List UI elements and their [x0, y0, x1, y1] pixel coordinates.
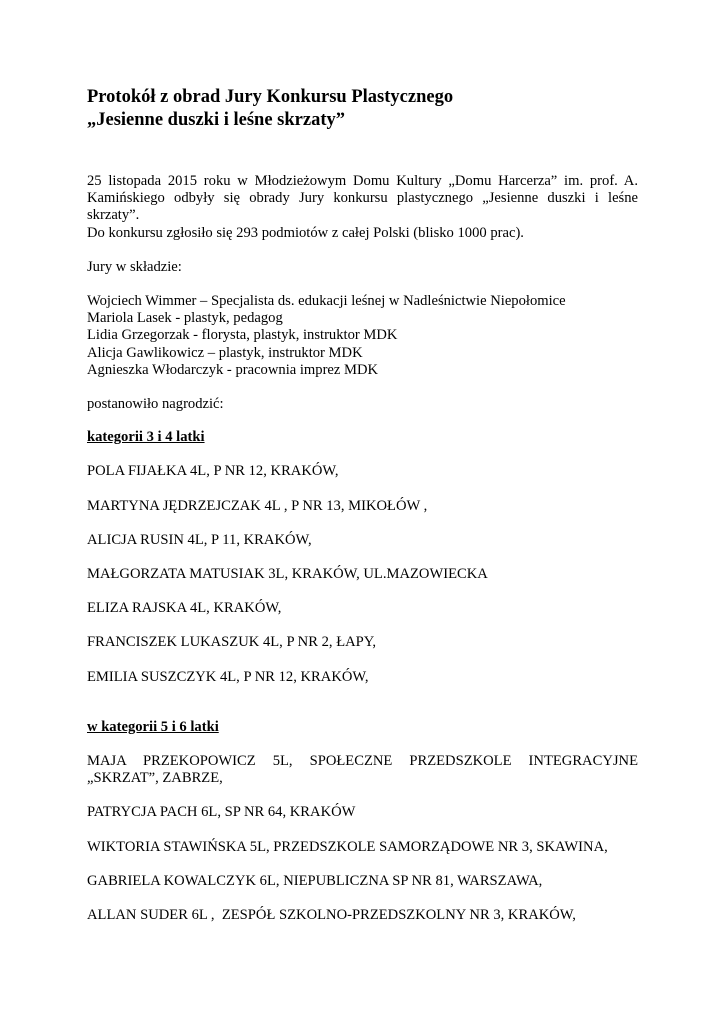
intro-section	[87, 173, 638, 242]
award-entry: MARTYNA JĘDRZEJCZAK 4L , P NR 13, MIKOŁÓW ,	[87, 497, 428, 514]
jury-member: Lidia Grzegorzak - florysta, plastyk, instruktor MDK	[87, 327, 398, 344]
title-line-2: „Jesienne duszki i leśne skrzaty”	[87, 110, 345, 130]
award-entry: MAŁGORZATA MATUSIAK 3L, KRAKÓW, UL.MAZOWIECKA	[87, 566, 488, 583]
award-entry: ALICJA RUSIN 4L, P 11, KRAKÓW,	[87, 531, 312, 548]
award-entry: PATRYCJA PACH 6L, SP NR 64, KRAKÓW	[87, 804, 356, 821]
category-1-list	[87, 463, 638, 685]
decision-text: postanowiło nagrodzić:	[87, 396, 224, 413]
category-1-heading: kategorii 3 i 4 latki	[87, 429, 205, 446]
category-1-section	[87, 429, 638, 686]
jury-member: Alicja Gawlikowicz – plastyk, instruktor MDK	[87, 344, 363, 361]
jury-member: Wojciech Wimmer – Specjalista ds. edukacji leśnej w Nadleśnictwie Niepołomice	[87, 293, 566, 310]
category-2-section	[87, 719, 638, 924]
jury-list	[87, 293, 638, 379]
intro-paragraph: 25 listopada 2015 roku w Młodzieżowym Domu Kultury „Domu Harcerza” im. prof. A. Kamińskiego odbyły się obrady Jury konkursu plastycznego „Jesienne duszki i leśne skrzaty”.	[87, 173, 638, 224]
jury-label: Jury w składzie:	[87, 258, 182, 275]
jury-member: Mariola Lasek - plastyk, pedagog	[87, 310, 283, 327]
award-entry: POLA FIJAŁKA 4L, P NR 12, KRAKÓW,	[87, 463, 339, 480]
award-entry: WIKTORIA STAWIŃSKA 5L, PRZEDSZKOLE SAMORZĄDOWE NR 3, SKAWINA,	[87, 838, 608, 855]
jury-member: Agnieszka Włodarczyk - pracownia imprez MDK	[87, 361, 379, 378]
document-title	[87, 86, 638, 132]
award-entry: EMILIA SUSZCZYK 4L, P NR 12, KRAKÓW,	[87, 668, 369, 685]
title-line-1: Protokół z obrad Jury Konkursu Plastycznego	[87, 87, 454, 107]
document-page	[87, 86, 638, 924]
category-2-list	[87, 753, 638, 924]
award-entry: ALLAN SUDER 6L , ZESPÓŁ SZKOLNO-PRZEDSZKOLNY NR 3, KRAKÓW,	[87, 907, 576, 924]
intro-count: Do konkursu zgłosiło się 293 podmiotów z całej Polski (blisko 1000 prac).	[87, 224, 524, 241]
award-entry: MAJA PRZEKOPOWICZ 5L, SPOŁECZNE PRZEDSZKOLE INTEGRACYJNE „SKRZAT”, ZABRZE,	[87, 753, 638, 787]
award-entry: GABRIELA KOWALCZYK 6L, NIEPUBLICZNA SP NR 81, WARSZAWA,	[87, 872, 543, 889]
category-2-heading: w kategorii 5 i 6 latki	[87, 718, 219, 735]
award-entry: ELIZA RAJSKA 4L, KRAKÓW,	[87, 600, 282, 617]
award-entry: FRANCISZEK LUKASZUK 4L, P NR 2, ŁAPY,	[87, 634, 377, 651]
